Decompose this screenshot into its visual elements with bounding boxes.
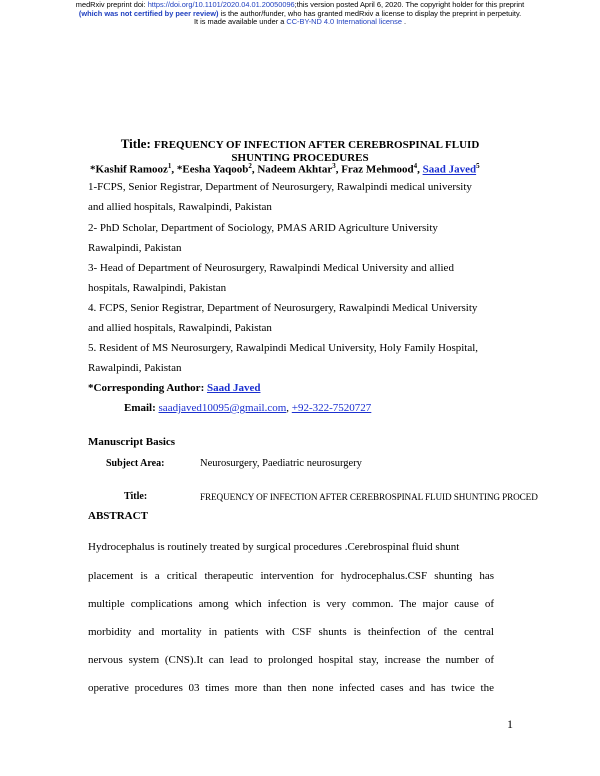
affiliation-line: and allied hospitals, Rawalpindi, Pakistan <box>88 201 272 213</box>
affiliation-line: 3- Head of Department of Neurosurgery, Rawalpindi Medical University and allied <box>88 262 454 274</box>
license-suffix: . <box>401 17 407 27</box>
author-5-link[interactable]: Saad Javed <box>422 163 477 176</box>
author-3: , Nadeem Akhtar <box>251 163 333 176</box>
affiliation-line: Rawalpindi, Pakistan <box>88 242 182 254</box>
affiliation-line: 1-FCPS, Senior Registrar, Department of Neurosurgery, Rawalpindi medical university <box>88 181 472 193</box>
email-link[interactable]: saadjaved10095@gmail.com <box>158 402 287 414</box>
author-4-sup: 4 <box>413 162 418 170</box>
banner-doi-prefix: medRxiv preprint doi: <box>75 0 148 9</box>
abstract-line: morbidity and mortality in patients with CSF shunts is theinfection of the central <box>88 626 494 638</box>
author-1-sup: 1 <box>167 162 172 170</box>
corresponding-label: *Corresponding Author: <box>88 382 207 394</box>
abstract-line: operative procedures 03 times more than then none infected cases and has twice the <box>88 682 494 694</box>
page-number: 1 <box>507 717 513 731</box>
banner-version-text: ;this version posted April 6, 2020. The copyright holder for this preprint <box>294 0 525 9</box>
license-link[interactable]: CC-BY-ND 4.0 International license <box>286 17 402 27</box>
title-lead: Title: <box>120 136 155 151</box>
author-list <box>90 162 480 176</box>
title-label: Title: <box>124 491 148 502</box>
abstract-line: nervous system (CNS).It can lead to prolonged hospital stay, increase the number of <box>88 654 494 666</box>
subject-area-label: Subject Area: <box>106 458 165 469</box>
phone-separator: , <box>286 402 292 414</box>
abstract-line: multiple complications among which infection is very common. The major cause of <box>88 598 494 610</box>
abstract-line: placement is a critical therapeutic intervention for hydrocephalus.CSF shunting has <box>88 570 494 582</box>
title-text-1: FREQUENCY OF INFECTION AFTER CEREBROSPINAL FLUID <box>154 139 480 151</box>
peer-review-notice: (which was not certified by peer review) <box>78 8 219 18</box>
author-2: , *Eesha Yaqoob <box>171 163 249 176</box>
affiliation-line: 5. Resident of MS Neurosurgery, Rawalpindi Medical University, Holy Family Hospital, <box>88 342 479 354</box>
affiliation-line: 2- PhD Scholar, Department of Sociology, PMAS ARID Agriculture University <box>88 222 438 234</box>
title-value: FREQUENCY OF INFECTION AFTER CEREBROSPINAL FLUID SHUNTING PROCED <box>200 492 538 502</box>
corresponding-author <box>88 382 260 394</box>
preprint-banner <box>0 1 600 27</box>
title-line-1 <box>0 137 600 152</box>
subject-area-value: Neurosurgery, Paediatric neurosurgery <box>200 458 362 469</box>
affiliation-line: hospitals, Rawalpindi, Pakistan <box>88 282 227 294</box>
author-4: , Fraz Mehmood <box>335 163 414 176</box>
author-3-sup: 3 <box>332 162 336 170</box>
abstract-line: Hydrocephalus is routinely treated by surgical procedures .Cerebrospinal fluid shunt <box>88 541 460 553</box>
title-text-2: SHUNTING PROCEDURES <box>231 152 369 164</box>
affiliation-line: 4. FCPS, Senior Registrar, Department of Neurosurgery, Rawalpindi Medical University <box>88 302 478 314</box>
email-label: Email: <box>124 402 159 414</box>
affiliation-line: Rawalpindi, Pakistan <box>88 362 182 374</box>
author-5-sup: 5 <box>476 162 480 170</box>
affiliation-line: and allied hospitals, Rawalpindi, Pakistan <box>88 322 272 334</box>
author-separator: , <box>417 163 423 176</box>
manuscript-heading: Manuscript Basics <box>88 436 176 448</box>
author-2-sup: 2 <box>248 162 252 170</box>
license-grant-text: is the author/funder, who has granted medRxiv a license to display the preprint in perpetuity. <box>218 8 522 18</box>
abstract-heading: ABSTRACT <box>88 510 148 522</box>
banner-line-3 <box>0 18 600 27</box>
contact-line <box>124 402 371 414</box>
license-prefix: It is made available under a <box>193 17 287 27</box>
doi-link[interactable]: https://doi.org/10.1101/2020.04.01.20050096 <box>147 0 295 9</box>
author-1: *Kashif Ramooz <box>90 163 168 176</box>
paper-title <box>0 137 600 165</box>
corresponding-author-link[interactable]: Saad Javed <box>206 382 261 394</box>
phone-link[interactable]: +92-322-7520727 <box>291 402 372 414</box>
